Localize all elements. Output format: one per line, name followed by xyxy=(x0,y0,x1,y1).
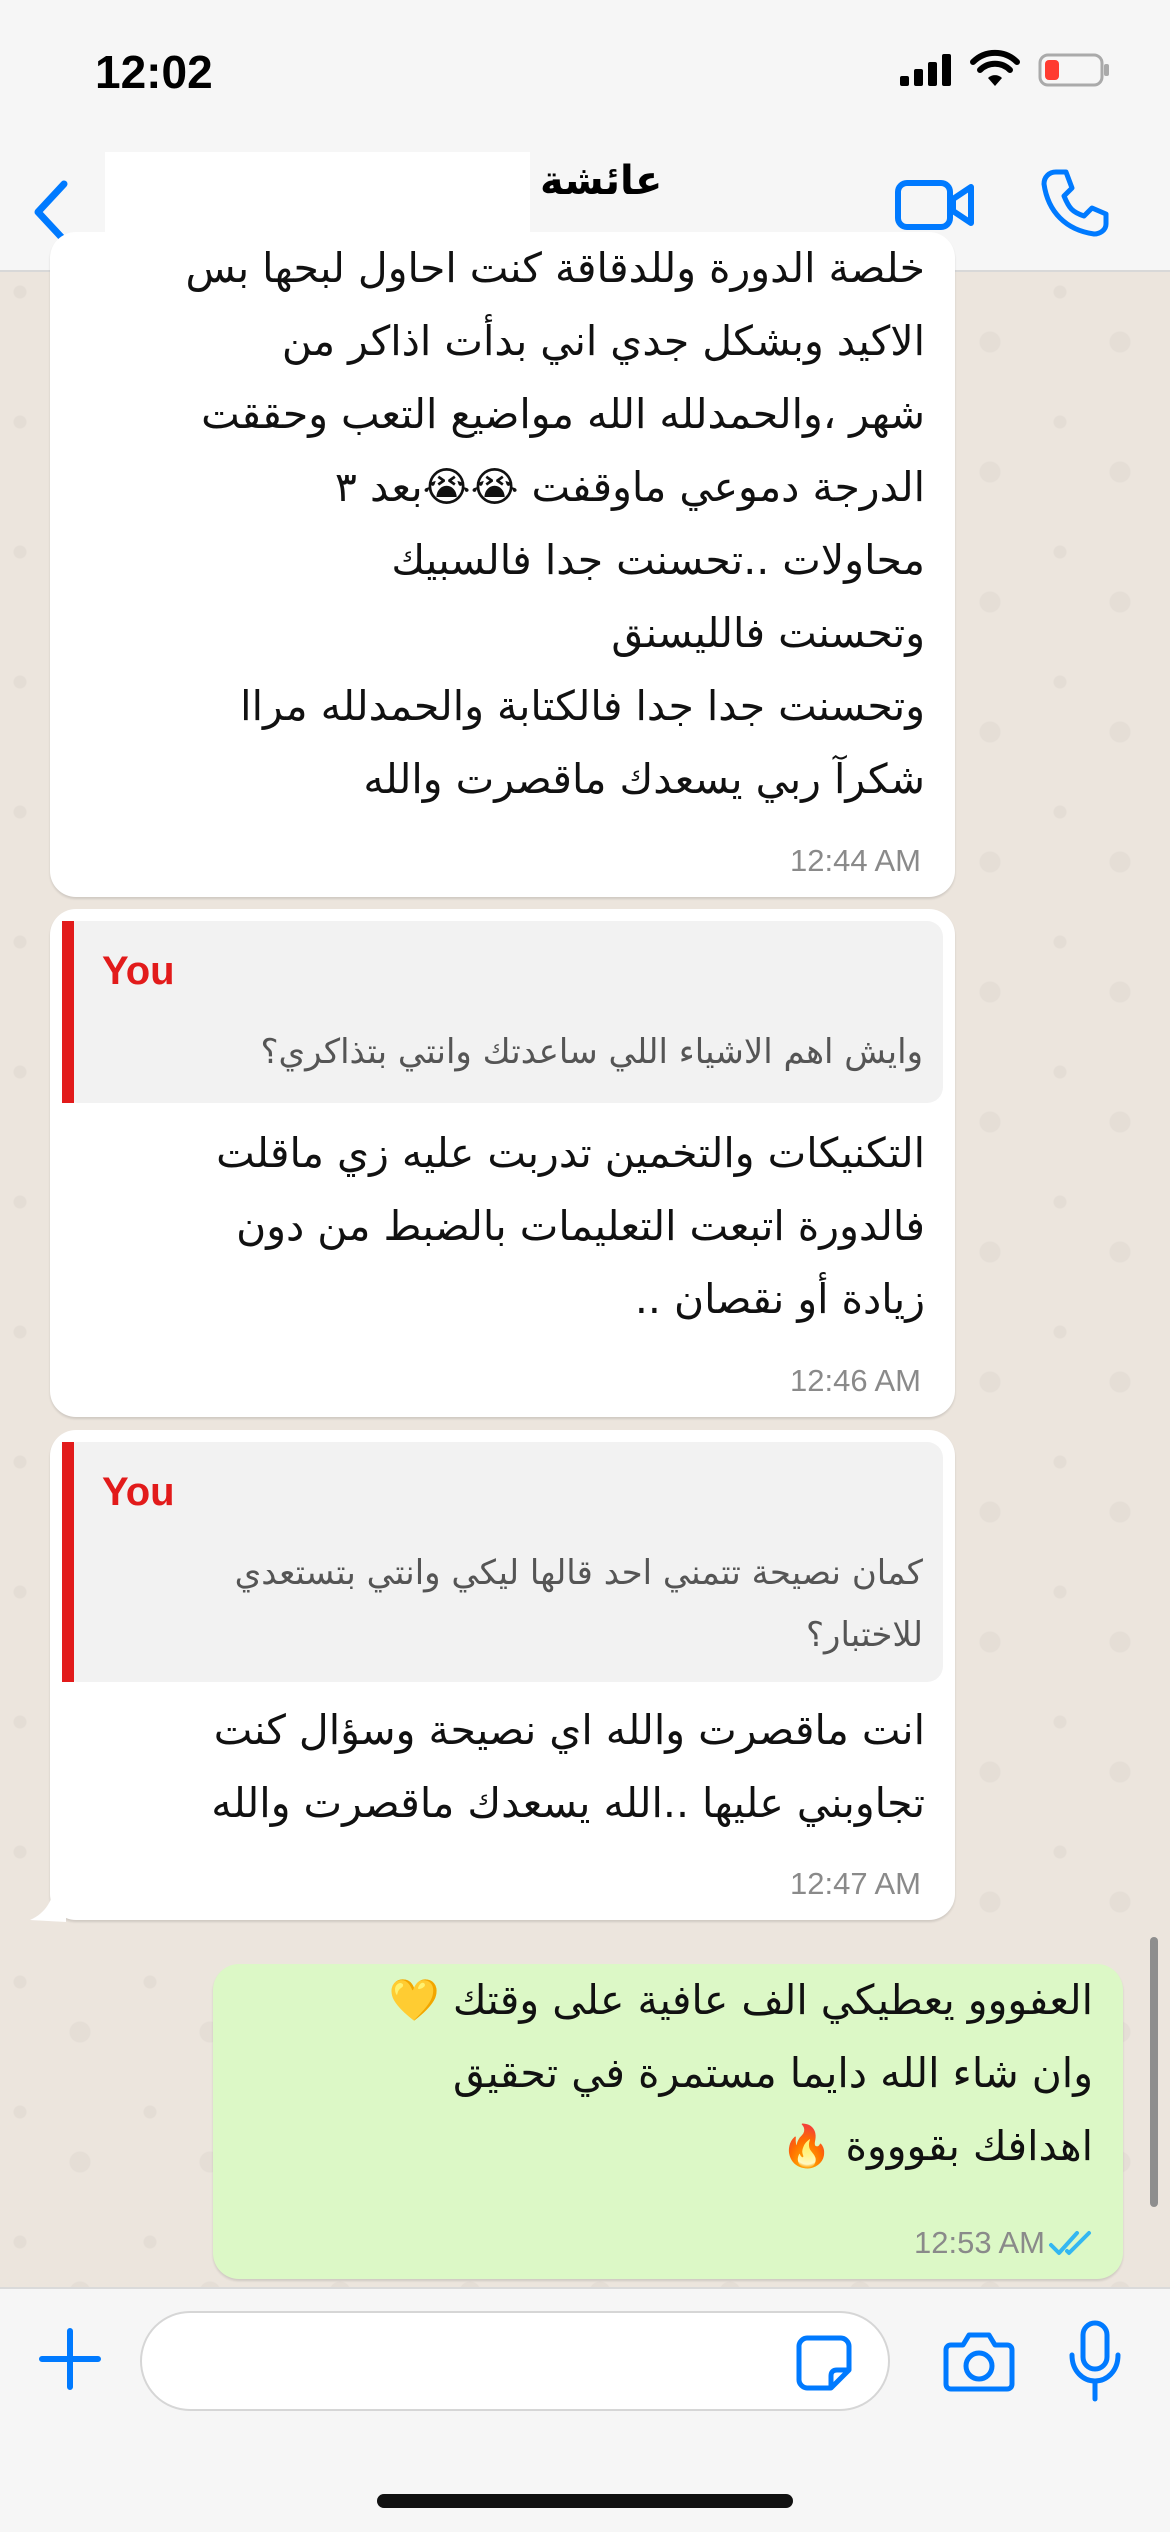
phone-icon xyxy=(1040,168,1110,238)
video-call-button[interactable] xyxy=(895,175,975,235)
contact-name[interactable]: عائشة xyxy=(540,158,663,204)
message-timestamp: 12:46 AM xyxy=(790,1363,921,1398)
status-icons xyxy=(900,52,1110,88)
quote-accent-bar xyxy=(62,1442,74,1682)
status-time: 12:02 xyxy=(95,46,213,98)
message-text: خلصة الدورة وللدقاقة كنت احاول لبحها بس الاكيد وبشكل جدي اني بدأت اذاكر من شهر ،والحمدلله الله مواضيع التعب وحققت الدرجة دموعي ماوقفت 😭😭بعد ٣ محاولات ..تحسنت جدا فالسبيك وتحسنت فالليسنق وتحسنت جدا جدا فالكتابة والحمدلله مراا شكرآ ربي يسعدك ماقصرت والله xyxy=(185,244,925,803)
plus-icon xyxy=(38,2327,102,2391)
home-indicator xyxy=(377,2494,793,2508)
message-bubble-incoming[interactable] xyxy=(50,1430,955,1920)
video-camera-icon xyxy=(895,175,975,235)
microphone-icon xyxy=(1067,2319,1123,2403)
quoted-reply[interactable] xyxy=(62,1442,943,1682)
scroll-indicator[interactable] xyxy=(1150,1937,1158,2207)
camera-icon xyxy=(943,2329,1015,2393)
sticker-button[interactable] xyxy=(795,2334,853,2392)
wifi-icon xyxy=(970,52,1020,88)
message-text: التكنيكات والتخمين تدربت عليه زي ماقلت فالدورة اتبعت التعليمات بالضبط من دون زيادة أو نقصان .. xyxy=(216,1129,925,1323)
attach-button[interactable] xyxy=(38,2327,102,2391)
microphone-button[interactable] xyxy=(1067,2319,1123,2403)
camera-button[interactable] xyxy=(943,2329,1015,2393)
message-bubble-outgoing[interactable] xyxy=(213,1964,1123,2279)
bubble-tail xyxy=(26,1888,66,1922)
message-input-bar xyxy=(0,2287,1170,2532)
sticker-icon xyxy=(795,2334,853,2392)
message-input[interactable] xyxy=(140,2311,890,2411)
message-timestamp: 12:53 AM xyxy=(914,2225,1045,2260)
quote-text: وايش اهم الاشياء اللي ساعدتك وانتي بتذاكري؟ xyxy=(260,1032,923,1072)
quoted-reply[interactable] xyxy=(62,921,943,1103)
quote-author: You xyxy=(102,1470,175,1514)
message-timestamp: 12:47 AM xyxy=(790,1866,921,1901)
voice-call-button[interactable] xyxy=(1040,168,1110,238)
status-bar xyxy=(0,0,1170,150)
quote-accent-bar xyxy=(62,921,74,1103)
message-bubble-incoming[interactable] xyxy=(50,232,955,897)
quote-author: You xyxy=(102,949,175,993)
message-timestamp: 12:44 AM xyxy=(790,843,921,878)
cellular-signal-icon xyxy=(900,54,952,86)
chat-area[interactable] xyxy=(0,244,1170,2287)
battery-icon xyxy=(1038,52,1110,88)
message-text: العفووو يعطيكي الف عافية على وقتك 💛 وان شاء الله دايما مستمرة في تحقيق اهدافك بقوووة 🔥 xyxy=(388,1976,1093,2170)
message-text: انت ماقصرت والله اي نصيحة وسؤال كنت تجاوبني عليها ..الله يسعدك ماقصرت والله xyxy=(211,1706,925,1827)
read-receipt-icon xyxy=(1049,2229,1095,2257)
quote-text: كمان نصيحة تتمني احد قالها ليكي وانتي بتستعدي للاختبار؟ xyxy=(234,1553,923,1655)
message-bubble-incoming[interactable] xyxy=(50,909,955,1417)
